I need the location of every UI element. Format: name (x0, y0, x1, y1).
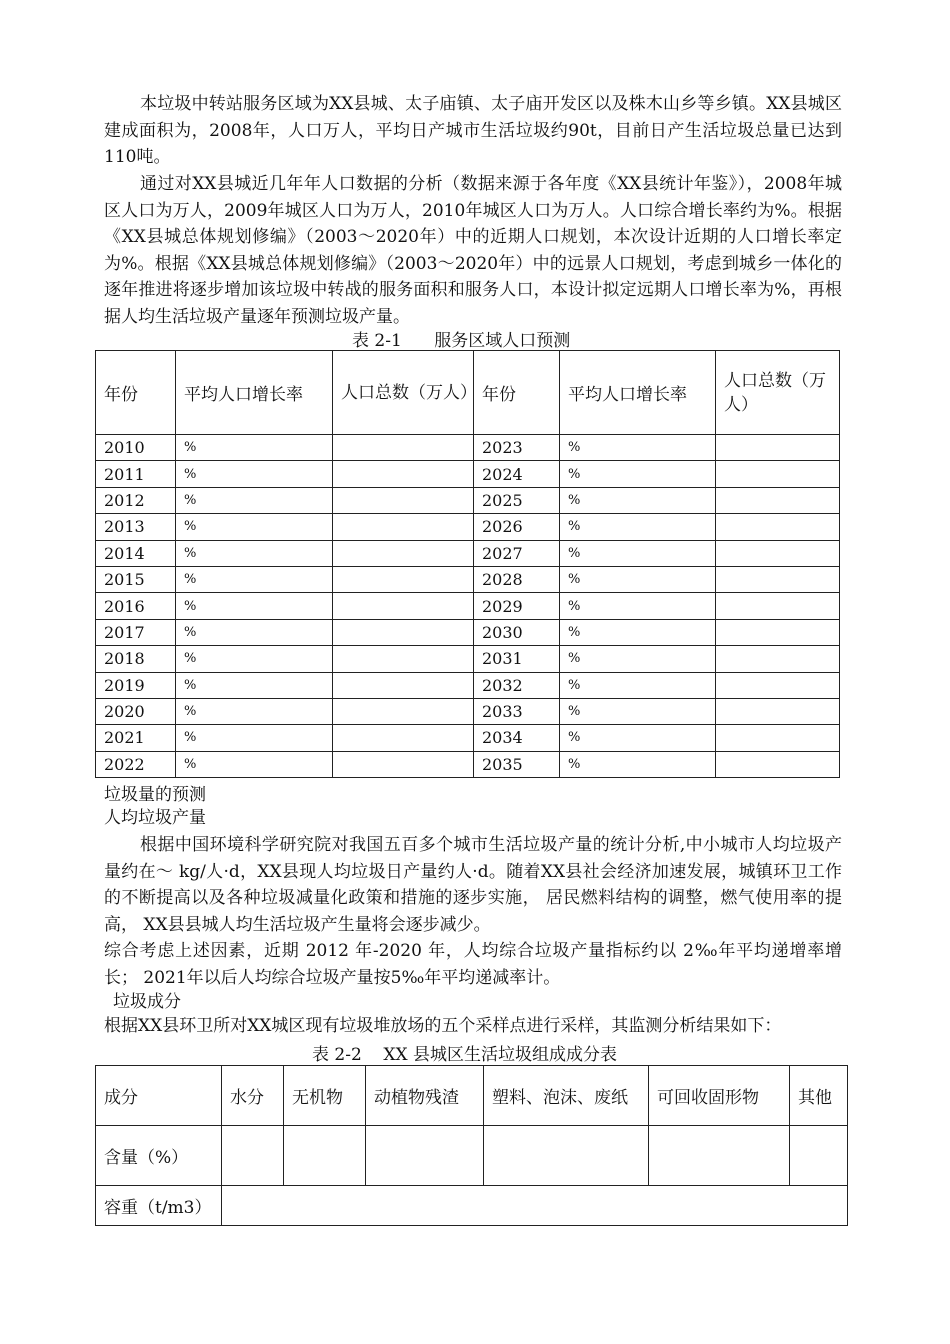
header-year: 年份 (96, 351, 176, 435)
year-cell: 2011 (96, 461, 176, 487)
year-cell: 2020 (96, 698, 176, 724)
population-cell (716, 593, 840, 619)
growth-rate-cell: % (560, 487, 716, 513)
table-row (96, 540, 840, 566)
growth-rate-cell: % (560, 435, 716, 461)
population-cell (333, 540, 474, 566)
population-cell (716, 487, 840, 513)
table2-caption: 表 2-2 XX 县城区生活垃圾组成成分表 (312, 1045, 618, 1065)
table-row (96, 646, 840, 672)
table-row (96, 619, 840, 645)
row-label-content: 含量（%） (96, 1126, 222, 1186)
growth-rate-cell: % (560, 593, 716, 619)
population-cell (716, 725, 840, 751)
header-moisture: 水分 (222, 1066, 284, 1126)
table1-header-row (96, 351, 840, 435)
year-cell: 2014 (96, 540, 176, 566)
growth-rate-cell: % (560, 619, 716, 645)
header-organic-residue: 动植物残渣 (366, 1066, 484, 1126)
table-cell (790, 1126, 848, 1186)
population-cell (716, 672, 840, 698)
table1-caption: 表 2-1 服务区域人口预测 (352, 331, 571, 351)
intro-paragraph: 本垃圾中转站服务区域为XX县城、太子庙镇、太子庙开发区以及株木山乡等乡镇。XX县城区建成面积为，2008年，人口万人，平均日产城市生活垃圾约90t，目前日产生活垃圾总量已达到110吨。 (104, 94, 842, 167)
header-component: 成分 (96, 1066, 222, 1126)
population-cell (333, 566, 474, 592)
table-row (96, 593, 840, 619)
table-row (96, 566, 840, 592)
population-cell (716, 435, 840, 461)
growth-rate-cell: % (560, 566, 716, 592)
header-population: 人口总数（万人） (716, 351, 840, 435)
header-growth-rate: 平均人口增长率 (560, 351, 716, 435)
section-heading-per-capita: 人均垃圾产量 (104, 808, 206, 828)
population-cell (716, 540, 840, 566)
population-cell (716, 751, 840, 777)
sampling-paragraph: 根据XX县环卫所对XX城区现有垃圾堆放场的五个采样点进行采样，其监测分析结果如下： (104, 1016, 782, 1036)
population-cell (333, 461, 474, 487)
header-plastic-paper: 塑料、泡沫、废纸 (484, 1066, 649, 1126)
growth-rate-cell: % (176, 751, 333, 777)
population-cell (333, 672, 474, 698)
population-cell (716, 461, 840, 487)
table-row (96, 461, 840, 487)
header-growth-rate: 平均人口增长率 (176, 351, 333, 435)
table-row (96, 725, 840, 751)
population-forecast-table (95, 350, 840, 778)
population-cell (333, 619, 474, 645)
year-cell: 2015 (96, 566, 176, 592)
table2-header-row (96, 1066, 848, 1126)
population-cell (333, 593, 474, 619)
year-cell: 2021 (96, 725, 176, 751)
table-row (96, 514, 840, 540)
table-cell (222, 1186, 848, 1226)
row-label-density: 容重（t/m3） (96, 1186, 222, 1226)
population-cell (716, 619, 840, 645)
growth-rate-cell: % (176, 619, 333, 645)
table-cell (284, 1126, 366, 1186)
year-cell: 2030 (474, 619, 560, 645)
table-row (96, 698, 840, 724)
year-cell: 2029 (474, 593, 560, 619)
growth-rate-cell: % (176, 672, 333, 698)
year-cell: 2016 (96, 593, 176, 619)
table2-density-row (96, 1186, 848, 1226)
growth-rate-cell: % (176, 461, 333, 487)
population-cell (333, 487, 474, 513)
year-cell: 2018 (96, 646, 176, 672)
population-cell (333, 514, 474, 540)
table-cell (222, 1126, 284, 1186)
population-cell (333, 698, 474, 724)
table-row (96, 672, 840, 698)
growth-rate-cell: % (176, 540, 333, 566)
section-heading-composition: 垃圾成分 (113, 992, 181, 1012)
population-analysis-paragraph: 通过对XX县城近几年年人口数据的分析（数据来源于各年度《XX县统计年鉴》），2008年城区人口为万人，2009年城区人口为万人，2010年城区人口为万人。人口综合增长率约为%。根据《XX县城总体规划修编》（2003～2020年）中的近期人口规划，本次设计近期的人口增长率定为%。根据《XX县城总体规划修编》（2003～2020年）中的远景人口规划，考虑到城乡一体化的逐年推进将逐步增加该垃圾中转战的服务面积和服务人口，本设计拟定远期人口增长率为%，再根据人均生活垃圾产量逐年预测垃圾产量。 (104, 174, 842, 327)
table2-content-row (96, 1126, 848, 1186)
population-cell (333, 725, 474, 751)
population-cell (716, 698, 840, 724)
year-cell: 2022 (96, 751, 176, 777)
year-cell: 2031 (474, 646, 560, 672)
table-row (96, 751, 840, 777)
growth-rate-cell: % (176, 725, 333, 751)
year-cell: 2012 (96, 487, 176, 513)
population-cell (333, 435, 474, 461)
year-cell: 2013 (96, 514, 176, 540)
year-cell: 2017 (96, 619, 176, 645)
population-cell (716, 646, 840, 672)
year-cell: 2027 (474, 540, 560, 566)
growth-rate-cell: % (560, 461, 716, 487)
per-capita-paragraph: 根据中国环境科学研究院对我国五百多个城市生活垃圾产量的统计分析,中小城市人均垃圾产量约在～ kg/人·d，XX县现人均垃圾日产量约人·d。随着XX县社会经济加速发展，城镇环卫工作的不断提高以及各种垃圾减量化政策和措施的逐步实施， 居民燃料结构的调整，燃气使用率的提高， XX县县城人均生活垃圾产生量将会逐步减少。 (104, 835, 842, 935)
header-recyclables: 可回收固形物 (649, 1066, 790, 1126)
growth-rate-cell: % (176, 698, 333, 724)
population-cell (333, 751, 474, 777)
population-cell (716, 566, 840, 592)
growth-rate-cell: % (560, 751, 716, 777)
growth-rate-cell: % (560, 646, 716, 672)
table-row (96, 435, 840, 461)
header-inorganic: 无机物 (284, 1066, 366, 1126)
year-cell: 2028 (474, 566, 560, 592)
growth-rate-cell: % (176, 435, 333, 461)
growth-rate-cell: % (176, 487, 333, 513)
year-cell: 2024 (474, 461, 560, 487)
year-cell: 2019 (96, 672, 176, 698)
year-cell: 2023 (474, 435, 560, 461)
growth-rate-cell: % (560, 540, 716, 566)
year-cell: 2010 (96, 435, 176, 461)
population-cell (716, 514, 840, 540)
table-cell (484, 1126, 649, 1186)
year-cell: 2033 (474, 698, 560, 724)
table-cell (649, 1126, 790, 1186)
growth-rate-cell: % (176, 514, 333, 540)
year-cell: 2025 (474, 487, 560, 513)
year-cell: 2034 (474, 725, 560, 751)
header-year: 年份 (474, 351, 560, 435)
growth-rate-cell: % (560, 725, 716, 751)
section-heading-forecast: 垃圾量的预测 (104, 785, 206, 805)
table-cell (366, 1126, 484, 1186)
growth-rate-cell: % (176, 646, 333, 672)
growth-rate-cell: % (176, 566, 333, 592)
header-population: 人口总数（万人） (333, 351, 474, 435)
population-cell (333, 646, 474, 672)
growth-rate-cell: % (560, 672, 716, 698)
year-cell: 2026 (474, 514, 560, 540)
header-other: 其他 (790, 1066, 848, 1126)
growth-rate-paragraph: 综合考虑上述因素，近期 2012 年-2020 年，人均综合垃圾产量指标约以 2‰年平均递增率增长； 2021年以后人均综合垃圾产量按5‰年平均递减率计。 (104, 941, 842, 988)
year-cell: 2032 (474, 672, 560, 698)
table-row (96, 487, 840, 513)
growth-rate-cell: % (560, 514, 716, 540)
growth-rate-cell: % (176, 593, 333, 619)
growth-rate-cell: % (560, 698, 716, 724)
year-cell: 2035 (474, 751, 560, 777)
waste-composition-table (95, 1065, 848, 1226)
